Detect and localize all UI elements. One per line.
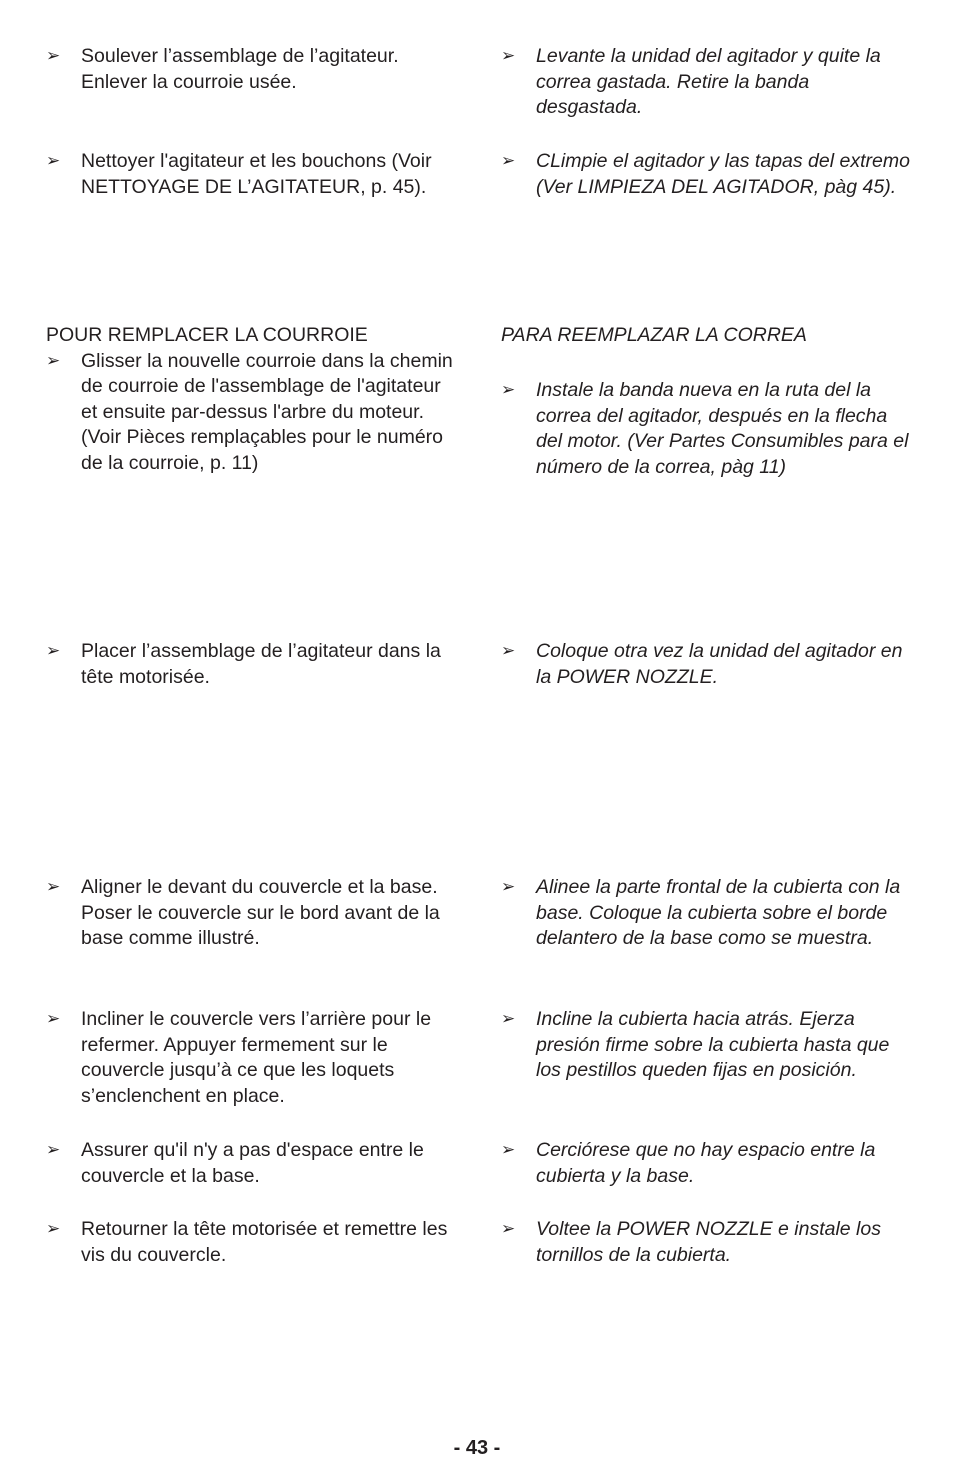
es-section-heading-text: PARA REEMPLAZAR LA CORREA — [501, 324, 807, 346]
es-step-text: Voltee la POWER NOZZLE e instale los tornillos de la cubierta. — [536, 1218, 881, 1266]
fr-step-clean-agitator — [46, 149, 456, 200]
es-step-place-agitator — [501, 639, 911, 690]
bullet-arrow-icon: ➢ — [46, 151, 61, 171]
es-step-text: CLimpie el agitador y las tapas del extremo (Ver LIMPIEZA DEL AGITADOR, pàg 45). — [536, 150, 910, 198]
fr-step-place-agitator — [46, 639, 456, 690]
fr-section-replace-belt — [46, 323, 456, 477]
es-step-clean-agitator — [501, 149, 911, 200]
bullet-arrow-icon: ➢ — [46, 350, 61, 371]
fr-step-text: Placer l’assemblage de l’agitateur dans la tête motorisée. — [81, 640, 441, 688]
bullet-arrow-icon: ➢ — [501, 380, 516, 400]
es-step-check-gap — [501, 1138, 911, 1189]
fr-step-lift-agitator — [46, 44, 456, 95]
es-step-align-cover — [501, 875, 911, 952]
bullet-arrow-icon: ➢ — [46, 1219, 61, 1239]
es-step-text: Coloque otra vez la unidad del agitador en la POWER NOZZLE. — [536, 640, 903, 688]
es-step-text: Cerciórese que no hay espacio entre la cubierta y la base. — [536, 1139, 876, 1187]
es-step-text: Incline la cubierta hacia atrás. Ejerza presión firme sobre la cubierta hasta que los pestillos queden fijas en posición. — [536, 1008, 890, 1082]
es-section-heading — [501, 323, 911, 349]
es-step-install-belt — [501, 378, 911, 480]
bullet-arrow-icon: ➢ — [501, 1140, 516, 1160]
fr-step-text: Incliner le couvercle vers l’arrière pour le refermer. Appuyer fermement sur le couvercle jusqu’à ce que les loquets s’enclenchent en place. — [81, 1008, 432, 1107]
fr-step-text: Retourner la tête motorisée et remettre les vis du couvercle. — [81, 1218, 448, 1266]
fr-step-text: Glisser la nouvelle courroie dans la chemin de courroie de l'assemblage de l'agitateur et ensuite par-dessus l'arbre du moteur. (Voir Pièces remplaçables pour le numéro de la courroie, p. 11) — [81, 349, 453, 474]
bullet-arrow-icon: ➢ — [501, 1219, 516, 1239]
page-number: - 43 - — [453, 1437, 501, 1459]
bullet-arrow-icon: ➢ — [46, 641, 61, 661]
bullet-arrow-icon: ➢ — [501, 151, 516, 171]
fr-step-tilt-cover — [46, 1007, 456, 1109]
fr-step-text: Soulever l’assemblage de l’agitateur. Enlever la courroie usée. — [81, 45, 399, 93]
bullet-arrow-icon: ➢ — [46, 46, 61, 66]
fr-step-replace-screws — [46, 1217, 456, 1268]
bullet-arrow-icon: ➢ — [501, 1009, 516, 1029]
bullet-arrow-icon: ➢ — [501, 46, 516, 66]
fr-section-heading: POUR REMPLACER LA COURROIE — [46, 324, 368, 346]
fr-step-align-cover — [46, 875, 456, 952]
bullet-arrow-icon: ➢ — [501, 641, 516, 661]
fr-step-text: Assurer qu'il n'y a pas d'espace entre le couvercle et la base. — [81, 1139, 424, 1187]
bullet-arrow-icon: ➢ — [46, 1009, 61, 1029]
fr-step-text: Nettoyer l'agitateur et les bouchons (Voir NETTOYAGE DE L’AGITATEUR, p. 45). — [81, 150, 432, 198]
es-step-tilt-cover — [501, 1007, 911, 1084]
es-step-text: Levante la unidad del agitador y quite la correa gastada. Retire la banda desgastada. — [536, 45, 881, 119]
fr-step-check-gap — [46, 1138, 456, 1189]
bullet-arrow-icon: ➢ — [46, 877, 61, 897]
bullet-arrow-icon: ➢ — [501, 877, 516, 897]
fr-step-text: Aligner le devant du couvercle et la base. Poser le couvercle sur le bord avant de la base comme illustré. — [81, 876, 440, 950]
es-step-lift-agitator — [501, 44, 911, 121]
es-step-replace-screws — [501, 1217, 911, 1268]
es-step-text: Instale la banda nueva en la ruta del la correa del agitador, después en la flecha del motor. (Ver Partes Consumibles para el número de la correa, pàg 11) — [536, 379, 909, 478]
es-step-text: Alinee la parte frontal de la cubierta con la base. Coloque la cubierta sobre el borde delantero de la base como se muestra. — [536, 876, 901, 950]
bullet-arrow-icon: ➢ — [46, 1140, 61, 1160]
